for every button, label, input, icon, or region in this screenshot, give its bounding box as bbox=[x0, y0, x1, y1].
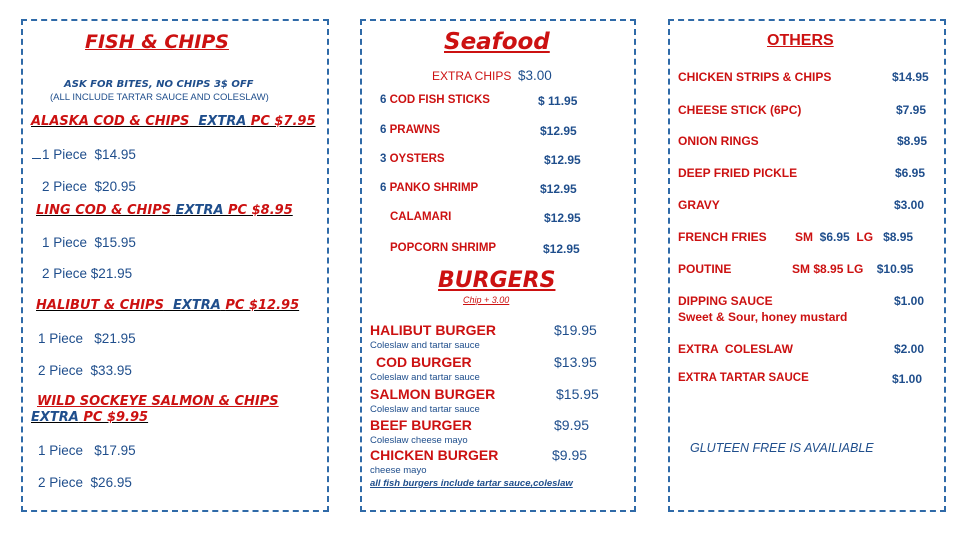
other-name: CHEESE STICK (6PC) bbox=[678, 103, 802, 117]
burger-price: $13.95 bbox=[554, 354, 597, 370]
coleslaw-price: $2.00 bbox=[894, 342, 925, 356]
item-label: 1 Piece bbox=[38, 331, 84, 346]
include-note: (ALL INCLUDE TARTAR SAUCE AND COLESLAW) bbox=[50, 92, 269, 103]
seafood-name: OYSTERS bbox=[389, 153, 445, 165]
alaska-1pc bbox=[32, 147, 136, 162]
burger-name: SALMON BURGER bbox=[370, 386, 496, 402]
burger-price: $9.95 bbox=[554, 417, 590, 433]
seafood-qty: 6 bbox=[380, 124, 387, 136]
other-price: $3.00 bbox=[894, 198, 925, 212]
ling-cod-header bbox=[36, 203, 293, 218]
extra-chips-label: EXTRA CHIPS bbox=[432, 69, 512, 83]
poutine-sizes bbox=[792, 262, 913, 276]
burger-name: CHICKEN BURGER bbox=[370, 447, 499, 463]
extra-chips-price: $3.00 bbox=[518, 68, 552, 83]
poutine-name: POUTINE bbox=[678, 262, 732, 276]
burger-price: $19.95 bbox=[554, 322, 597, 338]
seafood-price: $12.95 bbox=[544, 211, 581, 225]
other-name: DEEP FRIED PICKLE bbox=[678, 166, 798, 180]
other-price: $14.95 bbox=[892, 70, 929, 84]
alaska-cod-name: ALASKA COD & CHIPS bbox=[31, 114, 190, 129]
halibut-2pc bbox=[38, 363, 132, 378]
burger-desc: Coleslaw cheese mayo bbox=[370, 435, 468, 446]
item-label: 1 Piece bbox=[42, 235, 88, 250]
item-label: 1 Piece bbox=[38, 443, 84, 458]
seafood-qty: 6 bbox=[380, 94, 387, 106]
fries-lg-label: LG bbox=[856, 230, 874, 244]
item-price: $14.95 bbox=[94, 147, 136, 162]
others-title: OTHERS bbox=[767, 32, 834, 49]
halibut-1pc bbox=[38, 331, 136, 346]
alaska-cod-header bbox=[31, 114, 316, 129]
burger-desc: Coleslaw and tartar sauce bbox=[370, 372, 480, 383]
item-label: 2 Piece bbox=[42, 179, 88, 194]
burger-name: COD BURGER bbox=[376, 354, 472, 370]
seafood-qty: 6 bbox=[380, 182, 387, 194]
item-price: $33.95 bbox=[90, 363, 132, 378]
dipping-desc: Sweet & Sour, honey mustard bbox=[678, 310, 848, 324]
item-price: $21.95 bbox=[94, 331, 136, 346]
ling-cod-name: LING COD & CHIPS bbox=[36, 203, 172, 218]
tartar-price: $1.00 bbox=[892, 372, 923, 386]
burger-price: $9.95 bbox=[552, 447, 588, 463]
halibut-header bbox=[36, 298, 299, 313]
poutine-lg-label: LG bbox=[846, 262, 864, 276]
item-price: $17.95 bbox=[94, 443, 136, 458]
fries-sm-label: SM bbox=[795, 230, 813, 244]
alaska-cod-extra-price: PC $7.95 bbox=[250, 114, 316, 129]
seafood-row bbox=[380, 94, 490, 106]
other-name: CHICKEN STRIPS & CHIPS bbox=[678, 70, 832, 84]
poutine-lg-price: $10.95 bbox=[876, 262, 914, 276]
item-price: $15.95 bbox=[94, 235, 136, 250]
salmon-name: WILD SOCKEYE SALMON & CHIPS bbox=[37, 394, 279, 409]
seafood-title: Seafood bbox=[444, 29, 550, 55]
seafood-name: PRAWNS bbox=[389, 124, 441, 136]
gluten-free-note: GLUTEEN FREE IS AVAILIABLE bbox=[690, 441, 874, 455]
fries-lg-price: $8.95 bbox=[883, 230, 914, 244]
seafood-price: $ 11.95 bbox=[538, 94, 578, 108]
seafood-qty: 3 bbox=[380, 153, 387, 165]
item-price: $21.95 bbox=[90, 266, 133, 281]
dipping-price: $1.00 bbox=[894, 294, 925, 308]
seafood-name: CALAMARI bbox=[390, 211, 452, 223]
salmon-extra-price: PC $9.95 bbox=[83, 410, 149, 425]
seafood-price: $12.95 bbox=[544, 153, 581, 167]
dipping-name: DIPPING SAUCE bbox=[678, 294, 773, 308]
seafood-row bbox=[380, 182, 478, 194]
ling-cod-extra-label: EXTRA bbox=[175, 203, 224, 218]
fries-sm-price: $6.95 bbox=[819, 230, 850, 244]
item-label: 2 Piece bbox=[38, 475, 84, 490]
ling-2pc bbox=[42, 266, 132, 281]
fries-name: FRENCH FRIES bbox=[678, 230, 767, 244]
item-price: $26.95 bbox=[90, 475, 132, 490]
seafood-name: PANKO SHRIMP bbox=[389, 182, 479, 194]
alaska-cod-extra-label: EXTRA bbox=[198, 114, 247, 129]
halibut-extra-price: PC $12.95 bbox=[225, 298, 300, 313]
salmon-2pc bbox=[38, 475, 132, 490]
salmon-1pc bbox=[38, 443, 136, 458]
burger-desc: Coleslaw and tartar sauce bbox=[370, 340, 480, 351]
burger-desc: Coleslaw and tartar sauce bbox=[370, 404, 480, 415]
bites-note: ASK FOR BITES, NO CHIPS 3$ OFF bbox=[64, 79, 254, 90]
seafood-row bbox=[380, 153, 445, 165]
other-name: GRAVY bbox=[678, 198, 720, 212]
coleslaw-name: EXTRA COLESLAW bbox=[678, 342, 793, 356]
item-label: 1 Piece bbox=[42, 147, 88, 162]
poutine-sm-label: SM bbox=[792, 262, 810, 276]
extra-chips bbox=[432, 68, 552, 83]
burger-price: $15.95 bbox=[556, 386, 599, 402]
poutine-sm-price: $8.95 bbox=[813, 262, 844, 276]
burgers-footnote: all fish burgers include tartar sauce,coleslaw bbox=[370, 478, 573, 489]
seafood-name: COD FISH STICKS bbox=[389, 94, 490, 106]
ling-1pc bbox=[42, 235, 136, 250]
french-fries-row bbox=[678, 230, 767, 244]
burgers-title: BURGERS bbox=[438, 268, 556, 293]
burger-name: HALIBUT BURGER bbox=[370, 322, 496, 338]
seafood-price: $12.95 bbox=[543, 242, 580, 256]
other-price: $8.95 bbox=[897, 134, 928, 148]
fish-chips-title: FISH & CHIPS bbox=[85, 31, 229, 53]
ling-cod-extra-price: PC $8.95 bbox=[228, 203, 293, 218]
other-price: $6.95 bbox=[895, 166, 926, 180]
seafood-price: $12.95 bbox=[540, 124, 577, 138]
other-name: ONION RINGS bbox=[678, 134, 759, 148]
burger-desc: cheese mayo bbox=[370, 465, 427, 476]
halibut-name: HALIBUT & CHIPS bbox=[36, 298, 164, 313]
item-label: 2 Piece bbox=[38, 363, 84, 378]
item-label: 2 Piece bbox=[42, 266, 88, 281]
seafood-name: POPCORN SHRIMP bbox=[390, 242, 497, 254]
salmon-extra-label: EXTRA bbox=[31, 410, 79, 425]
fries-sizes bbox=[795, 230, 913, 244]
seafood-row bbox=[380, 124, 440, 136]
burgers-subtitle: Chip + 3.00 bbox=[463, 295, 510, 305]
burger-name: BEEF BURGER bbox=[370, 417, 472, 433]
alaska-2pc bbox=[42, 179, 136, 194]
other-price: $7.95 bbox=[896, 103, 927, 117]
salmon-extra bbox=[31, 410, 148, 425]
halibut-extra-label: EXTRA bbox=[173, 298, 221, 313]
seafood-price: $12.95 bbox=[540, 182, 577, 196]
tartar-name: EXTRA TARTAR SAUCE bbox=[678, 372, 809, 384]
item-price: $20.95 bbox=[94, 179, 136, 194]
